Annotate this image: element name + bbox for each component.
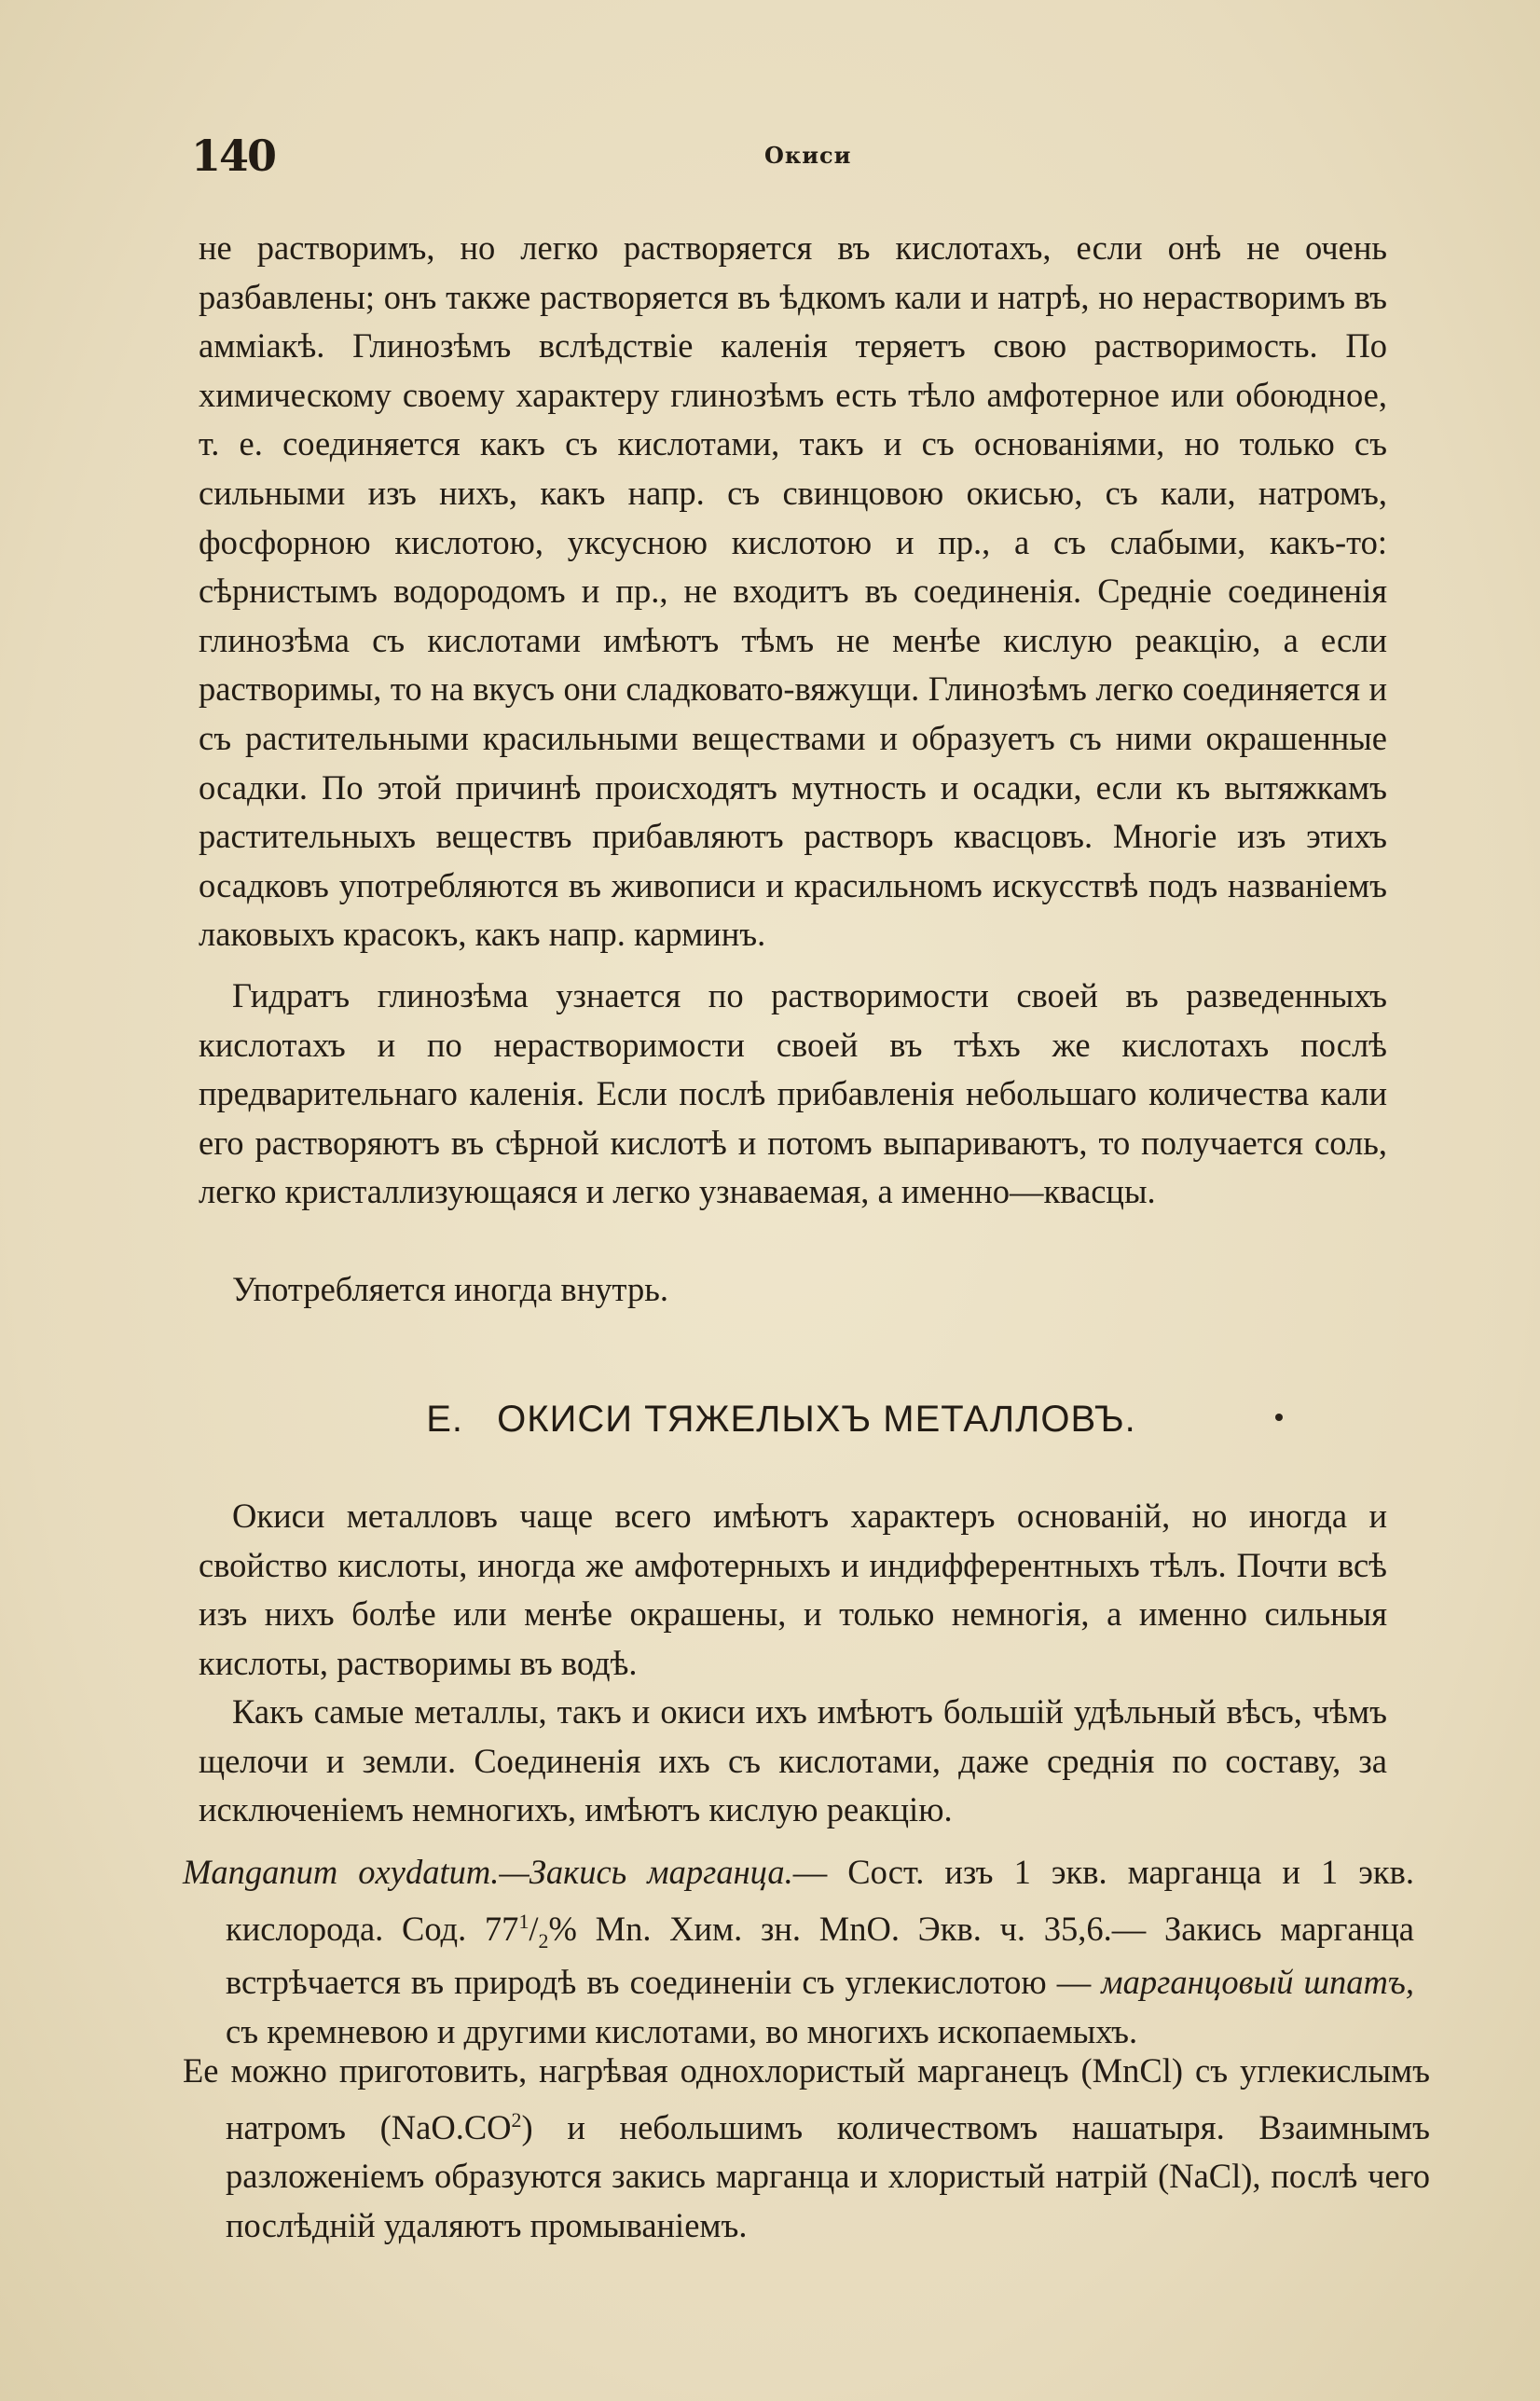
paragraph-specific-weight: Какъ самые металлы, такъ и окиси ихъ имѣютъ большій удѣльный вѣсъ, чѣмъ щелочи и земли. Соединенія ихъ съ кислотами, даже среднія по составу, за исключеніемъ немногихъ, имѣютъ кислую реакцію. (199, 1692, 1387, 1829)
entry-text-a: — Сост. изъ 1 экв. марганца и 1 экв. кислорода. Сод. 77 (226, 1853, 1414, 1948)
running-head: Окиси (764, 142, 852, 169)
section-heading-title: ОКИСИ ТЯЖЕЛЫХЪ МЕТАЛЛОВЪ. (497, 1399, 1136, 1440)
preparation-text-b: ) и небольшимъ количествомъ нашатыря. Взаимнымъ разложеніемъ образуются закись марганца и хлористый натрій (NaCl), послѣ чего послѣдній удаляютъ промываніемъ. (226, 2107, 1430, 2244)
entry-latin-name: Manganum oxydatum. (183, 1853, 500, 1891)
preparation-text-a: Ее можно приготовить, нагрѣвая однохлористый марганецъ (MnCl) съ углекислымъ натромъ (NaO.CO (183, 2051, 1430, 2146)
fraction-denominator: 2 (538, 1928, 549, 1953)
ink-dot-mark (1275, 1414, 1283, 1421)
section-heading (0, 1399, 1540, 1441)
paragraph-alumina-hydrate: Гидратъ глинозѣма узнается по растворимости своей въ разведенныхъ кислотахъ и по нерастворимости своей въ тѣхъ же кислотахъ послѣ предварительнаго каленія. Если послѣ прибавленія небольшаго количества кали его растворяютъ въ сѣрной кислотѣ и потомъ выпариваютъ, то получается соль, легко кристаллизующаяся и легко узнаваемая, а именно—квасцы. (199, 976, 1387, 1211)
paragraph-preparation (183, 2047, 1430, 2251)
entry-manganese-oxide (183, 1848, 1414, 2057)
paragraph-heavy-metal-oxides: Окиси металловъ чаще всего имѣютъ характеръ основаній, но иногда и свойство кислоты, иногда же амфотерныхъ и индифферентныхъ тѣлъ. Почти всѣ изъ нихъ болѣе или менѣе окрашены, и только немногія, а именно сильныя кислоты, растворимы въ водѣ. (199, 1497, 1387, 1682)
entry-dash: — (499, 1853, 529, 1891)
entry-russian-name: Закись марганца. (529, 1853, 793, 1891)
section-heading-letter: Е. (426, 1399, 464, 1440)
fraction-separator: / (529, 1909, 539, 1948)
formula-superscript: 2 (511, 2107, 522, 2132)
paragraph-alumina-properties: не растворимъ, но легко растворяется въ кислотахъ, если онѣ не очень разбавлены; онъ также растворяется въ ѣдкомъ кали и натрѣ, но нерастворимъ въ амміакѣ. Глинозѣмъ вслѣдствіе каленія теряетъ свою растворимость. По химическому своему характеру глинозѣмъ есть тѣло амфотерное или обоюдное, т. е. соединяется какъ съ кислотами, такъ и съ основаніями, но только съ сильными изъ нихъ, какъ напр. съ свинцовою окисью, съ кали, натромъ, фосфорною кислотою, уксусною кислотою и пр., а съ слабыми, какъ-то: сѣрнистымъ водородомъ и пр., не входитъ въ соединенія. Средніе соединенія глинозѣма съ кислотами имѣютъ тѣмъ не менѣе кислую реакцію, а если растворимы, то на вкусъ они сладковато-вяжущи. Глинозѣмъ легко соединяется и съ растительными красильными веществами и образуетъ съ ними окрашенные осадки. По этой причинѣ происходятъ мутность и осадки, если къ вытяжкамъ растительныхъ веществъ прибавляютъ растворъ квасцовъ. Многіе изъ этихъ осадковъ употребляются въ живописи и красильномъ искусствѣ подъ названіемъ лаковыхъ красокъ, какъ напр. карминъ. (199, 228, 1387, 954)
fraction-numerator: 1 (518, 1909, 529, 1933)
page-header (191, 131, 1375, 186)
paragraph-usage: Употребляется иногда внутрь. (232, 1270, 668, 1308)
page-number: 140 (191, 131, 276, 181)
entry-text-c: съ кремневою и другими кислотами, во многихъ ископаемыхъ. (226, 2011, 1138, 2050)
entry-text-b: % Mn. Хим. зн. MnO. Экв. ч. 35,6.— Закись марганца встрѣчается въ природѣ въ соединеніи съ углекислотою — (226, 1909, 1414, 2002)
entry-mineral-name: марганцовый шпатъ, (1101, 1963, 1414, 2002)
